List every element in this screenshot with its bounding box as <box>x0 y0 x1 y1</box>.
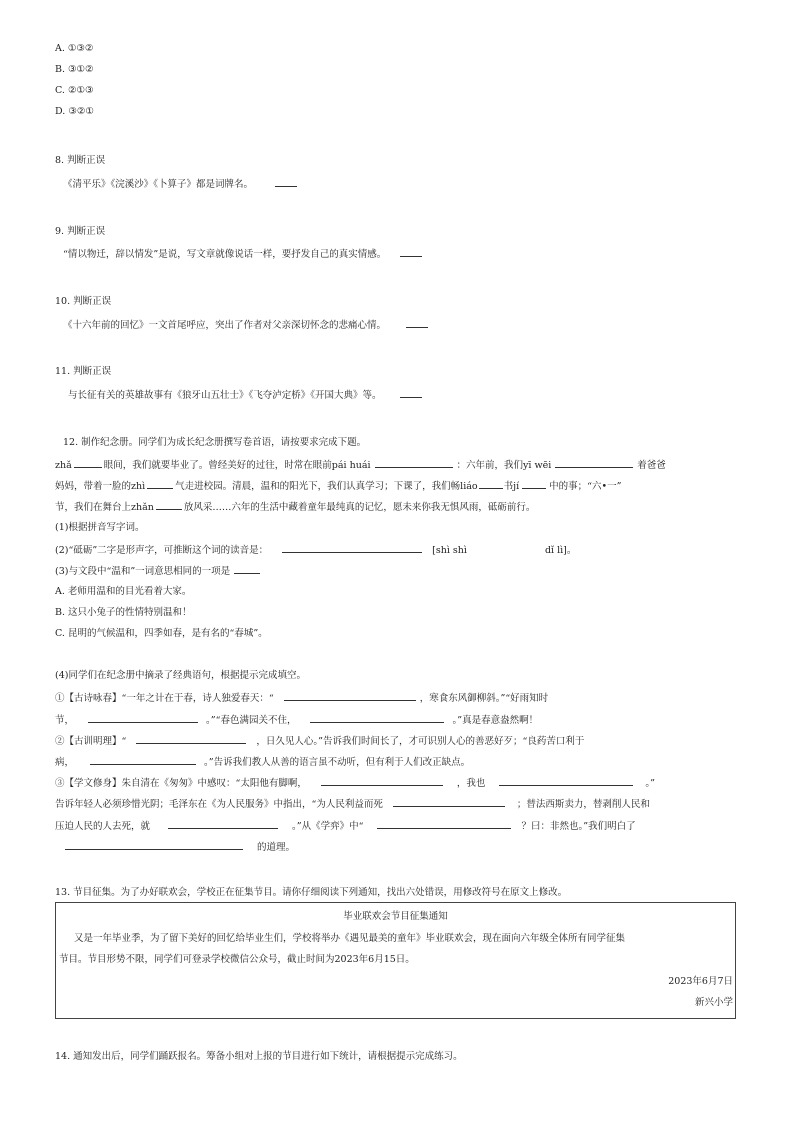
q14-header: 14. 通知发出后，同学们踊跃报名。筹备小组对上报的节目进行如下统计，请根据提示完成练习。 <box>55 1051 463 1062</box>
answer-blank[interactable] <box>74 458 102 468</box>
answer-blank[interactable] <box>522 479 546 489</box>
q12-passage-line1: zhǎ 眼间，我们就要毕业了。曾经美好的过往，时常在眼前pái huái ：六年前，我们yī wēi 着爸爸 <box>55 460 666 471</box>
q8-header: 8. 判断正误 <box>55 155 106 166</box>
q12-sub3-option-a: A. 老师用温和的目光看着大家。 <box>55 586 192 597</box>
notice-title: 毕业联欢会节目征集通知 <box>343 911 448 922</box>
q12-passage-line2: 妈妈，带着一脸的zhì 气走进校园。清晨，温和的阳光下，我们认真学习；下课了，我们畅liáo 书jí 中的事；“六•一” <box>55 481 622 492</box>
notice-box <box>55 902 736 1019</box>
answer-blank[interactable] <box>90 755 196 765</box>
q11-header: 11. 判断正误 <box>55 366 112 377</box>
q12-fill-line2: 节， 。”“春色满园关不住， 。”真是春意盎然啊！ <box>55 715 539 726</box>
q12-sub2: (2)“砥砺”二字是形声字，可推断这个词的读音是： [shì shì dǐ lì]。 <box>55 545 577 556</box>
q12-fill-line6: 告诉年轻人必须珍惜光阴；毛泽东在《为人民服务》中指出，“为人民利益而死 ；替法西斯卖力，替剥削人民和 <box>55 799 650 810</box>
answer-blank[interactable] <box>400 247 422 257</box>
q12-fill-line4: 病， 。”告诉我们教人从善的语言虽不动听，但有利于人们改正缺点。 <box>55 757 471 768</box>
answer-blank[interactable] <box>393 797 505 807</box>
q12-fill-line5: ③【学文修身】朱自清在《匆匆》中感叹：“太阳他有脚啊， ，我也 。” <box>55 778 655 789</box>
answer-blank[interactable] <box>234 564 260 574</box>
answer-blank[interactable] <box>168 819 278 829</box>
option-d: D. ③②① <box>55 106 94 117</box>
answer-blank[interactable] <box>65 840 243 850</box>
q12-fill-line3: ②【古训明理】“ ，日久见人心。”告诉我们时间长了，才可识别人心的善恶好歹；“良药苦口利于 <box>55 736 585 747</box>
q12-sub1: (1)根据拼音写字词。 <box>55 522 145 533</box>
answer-blank[interactable] <box>156 500 182 510</box>
q10-statement: 《十六年前的回忆》一文首尾呼应，突出了作者对父亲深切怀念的悲痛心情。 <box>63 318 428 332</box>
option-b: B. ③①② <box>55 64 94 75</box>
q12-fill-line7: 压迫人民的人去死，就 。”从《学弈》中“ ？曰：非然也。”我们明白了 <box>55 821 636 832</box>
q12-sub4: (4)同学们在纪念册中摘录了经典语句，根据提示完成填空。 <box>55 670 306 681</box>
answer-blank[interactable] <box>136 734 246 744</box>
q13-header: 13. 节目征集。为了办好联欢会，学校正在征集节目。请你仔细阅读下列通知，找出六处错误，用修改符号在原文上修改。 <box>55 887 568 898</box>
answer-blank[interactable] <box>88 713 198 723</box>
answer-blank[interactable] <box>479 479 503 489</box>
answer-blank[interactable] <box>406 318 428 328</box>
q12-fill-line1: ①【古诗咏春】“一年之计在于春，诗人独爱春天：“ ，寒食东风御柳斜。”“好雨知时 <box>55 693 549 704</box>
answer-blank[interactable] <box>499 776 633 786</box>
answer-blank[interactable] <box>282 543 422 553</box>
answer-blank[interactable] <box>310 713 444 723</box>
notice-paragraph-line1: 又是一年毕业季，为了留下美好的回忆给毕业生们，学校将举办《遇见最美的童年》毕业联欢会，现在面向六年级全体所有同学征集 <box>74 933 626 944</box>
q10-header: 10. 判断正误 <box>55 296 112 307</box>
q12-sub3: (3)与文段中“温和”一词意思相同的一项是 <box>55 564 260 578</box>
answer-blank[interactable] <box>377 819 511 829</box>
notice-signature: 新兴小学 <box>694 997 733 1008</box>
option-c: C. ②①③ <box>55 85 94 96</box>
answer-blank[interactable] <box>400 388 422 398</box>
answer-blank[interactable] <box>275 177 297 187</box>
answer-blank[interactable] <box>555 458 633 468</box>
answer-blank[interactable] <box>321 776 443 786</box>
q11-statement: 与长征有关的英雄故事有《狼牙山五壮士》《飞夺泸定桥》《开国大典》等。 <box>68 388 422 402</box>
answer-blank[interactable] <box>284 691 416 701</box>
q12-sub3-option-c: C. 昆明的气候温和，四季如春，是有名的“春城”。 <box>55 628 268 639</box>
notice-date: 2023年6月7日 <box>668 976 733 987</box>
q12-fill-line8: 的道理。 <box>55 840 295 854</box>
q9-statement: “情以物迁，辞以情发”是说，写文章就像说话一样，要抒发自己的真实情感。 <box>63 247 422 261</box>
answer-blank[interactable] <box>147 479 173 489</box>
option-a: A. ①③② <box>55 43 94 54</box>
q8-statement: 《清平乐》《浣溪沙》《卜算子》都是词牌名。 <box>63 177 297 191</box>
notice-paragraph-line2: 节目。节目形势不限，同学们可登录学校微信公众号，截止时间为2023年6月15日。 <box>59 954 415 965</box>
answer-blank[interactable] <box>375 458 453 468</box>
q12-passage-line3: 节，我们在舞台上zhǎn 放风采……六年的生活中藏着童年最纯真的记忆，愿未来你我无惧风雨，砥砺前行。 <box>55 502 536 513</box>
q12-sub3-option-b: B. 这只小兔子的性情特别温和！ <box>55 607 192 618</box>
q9-header: 9. 判断正误 <box>55 226 106 237</box>
q12-header: 12. 制作纪念册。同学们为成长纪念册撰写卷首语，请按要求完成下题。 <box>63 437 367 448</box>
